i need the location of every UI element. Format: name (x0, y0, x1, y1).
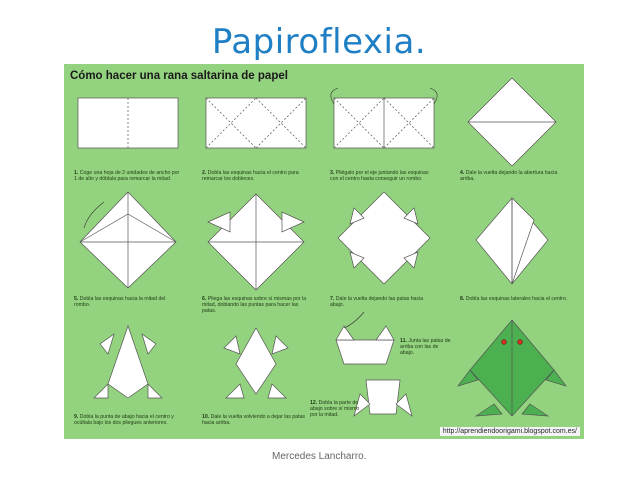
diagram-step-3 (334, 98, 434, 148)
step-8: 8. Dobla las esquinas laterales hacia el centro. (460, 296, 568, 302)
step-1: 1. Coge una hoja de 2 unidades de ancho por 1 de alto y dóblala para remarcar la mitad. (74, 170, 180, 183)
diagram-step-11 (336, 326, 394, 364)
step-10: 10. Dale la vuelta volviendo a dejar las patas hacia arriba. (202, 414, 305, 427)
origami-diagrams (64, 64, 584, 439)
step-3: 3. Pliégalo por el eje juntando las esquinas con el centro hasta conseguir un rombo. (330, 170, 429, 183)
step-2: 2. Dobla las esquinas hacia el centro para remarcar los dobleces. (202, 170, 299, 183)
step-6: 6. Pliega las esquinas sobre sí mismas por la mitad, doblando las puntas para hacer las patas. (202, 296, 307, 315)
step-12: 12. Dobla la parte de abajo sobre sí mismo por la mitad. (310, 400, 360, 419)
diagram-step-9 (94, 326, 162, 398)
diagram-step-1 (78, 98, 178, 148)
source-link[interactable]: http://aprendiendoorigami.blogspot.com.es/ (440, 427, 580, 436)
slide-title: Papiroflexia. (211, 22, 427, 62)
step-4: 4. Dale la vuelta dejando la abertura hacia arriba. (460, 170, 558, 183)
diagram-step-8 (476, 198, 548, 284)
footer-author: Mercedes Lancharro. (272, 451, 367, 462)
diagram-step-6 (208, 194, 304, 290)
diagram-step-2 (206, 98, 306, 148)
step-9: 9. Dobla la punta de abajo hacia el centro y ocúltala bajo los dos pliegues anteriores. (74, 414, 174, 427)
diagram-step-5 (80, 192, 176, 288)
step-5: 5. Dobla las esquinas hacia la mitad del rombo. (74, 296, 166, 309)
diagram-step-10 (224, 328, 288, 398)
diagram-step-7 (338, 192, 430, 284)
diagram-step-4 (468, 78, 556, 166)
step-11: 11. Junta las patas de arriba con las de abajo. (400, 338, 451, 357)
diagram-finished-frog (458, 320, 566, 416)
origami-instructions-panel (64, 64, 584, 439)
step-7: 7. Dale la vuelta dejando las patas hacia abajo. (330, 296, 424, 309)
panel-title: Cómo hacer una rana saltarina de papel (70, 70, 288, 82)
